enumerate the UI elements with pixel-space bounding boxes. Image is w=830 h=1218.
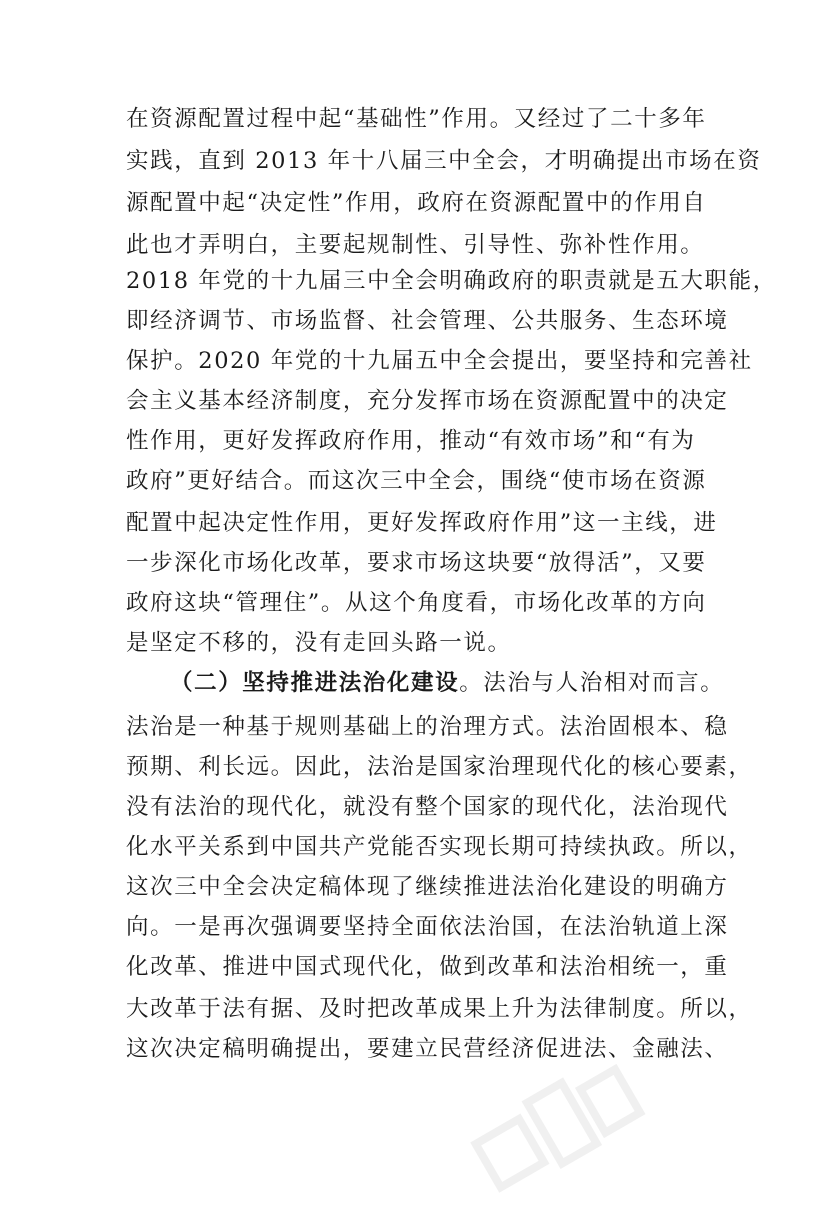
paragraph-line: 一步深化市场化改革，要求市场这块要“放得活”，又要: [126, 550, 707, 576]
paragraph-line: 这次决定稿明确提出，要建立民营经济促进法、金融法、: [126, 1036, 729, 1062]
paragraph-line: 在资源配置过程中起“基础性”作用。又经过了二十多年: [126, 106, 707, 132]
paragraph-line: 这次三中全会决定稿体现了继续推进法治化建设的明确方: [126, 874, 729, 900]
paragraph-line: 化改革、推进中国式现代化，做到改革和法治相统一，重: [126, 954, 729, 980]
paragraph-line: 法治是一种基于规则基础上的治理方式。法治固根本、稳: [126, 714, 729, 740]
paragraph-line: 性作用，更好发挥政府作用，推动“有效市场”和“有为: [126, 428, 696, 454]
paragraph-line: 2018 年党的十九届三中全会明确政府的职责就是五大职能，: [126, 268, 777, 294]
paragraph-line: 源配置中起“决定性”作用，政府在资源配置中的作用自: [126, 190, 707, 216]
paragraph-line: 保护。2020 年党的十九届五中全会提出，要坚持和完善社: [126, 348, 753, 374]
paragraph-line: 化水平关系到中国共产党能否实现长期可持续执政。所以，: [126, 834, 753, 860]
watermark-graphic: [457, 1042, 663, 1218]
paragraph-line: 实践，直到 2013 年十八届三中全会，才明确提出市场在资: [126, 148, 762, 174]
paragraph-line: 会主义基本经济制度，充分发挥市场在资源配置中的决定: [126, 388, 729, 414]
paragraph-line: 政府这块“管理住”。从这个角度看，市场化改革的方向: [126, 590, 707, 616]
paragraph-line: 预期、利长远。因此，法治是国家治理现代化的核心要素，: [126, 754, 753, 780]
paragraph-line: 此也才弄明白，主要起规制性、引导性、弥补性作用。: [126, 232, 705, 258]
section-heading: （二）坚持推进法治化建设: [170, 670, 460, 696]
section-first-rest: 。法治与人治相对而言。: [459, 670, 725, 696]
paragraph-line: 即经济调节、市场监督、社会管理、公共服务、生态环境: [126, 308, 729, 334]
paragraph-line: 没有法治的现代化，就没有整个国家的现代化，法治现代: [126, 794, 729, 820]
paragraph-line: 向。一是再次强调要坚持全面依法治国，在法治轨道上深: [126, 914, 729, 940]
paragraph-line: 政府”更好结合。而这次三中全会，围绕“使市场在资源: [126, 468, 707, 494]
paragraph-line: 配置中起决定性作用，更好发挥政府作用”这一主线，进: [126, 510, 718, 536]
paragraph-line: 大改革于法有据、及时把改革成果上升为法律制度。所以，: [126, 996, 753, 1022]
paragraph-line: 是坚定不移的，没有走回头路一说。: [126, 630, 512, 656]
section-first-line: [170, 668, 724, 698]
